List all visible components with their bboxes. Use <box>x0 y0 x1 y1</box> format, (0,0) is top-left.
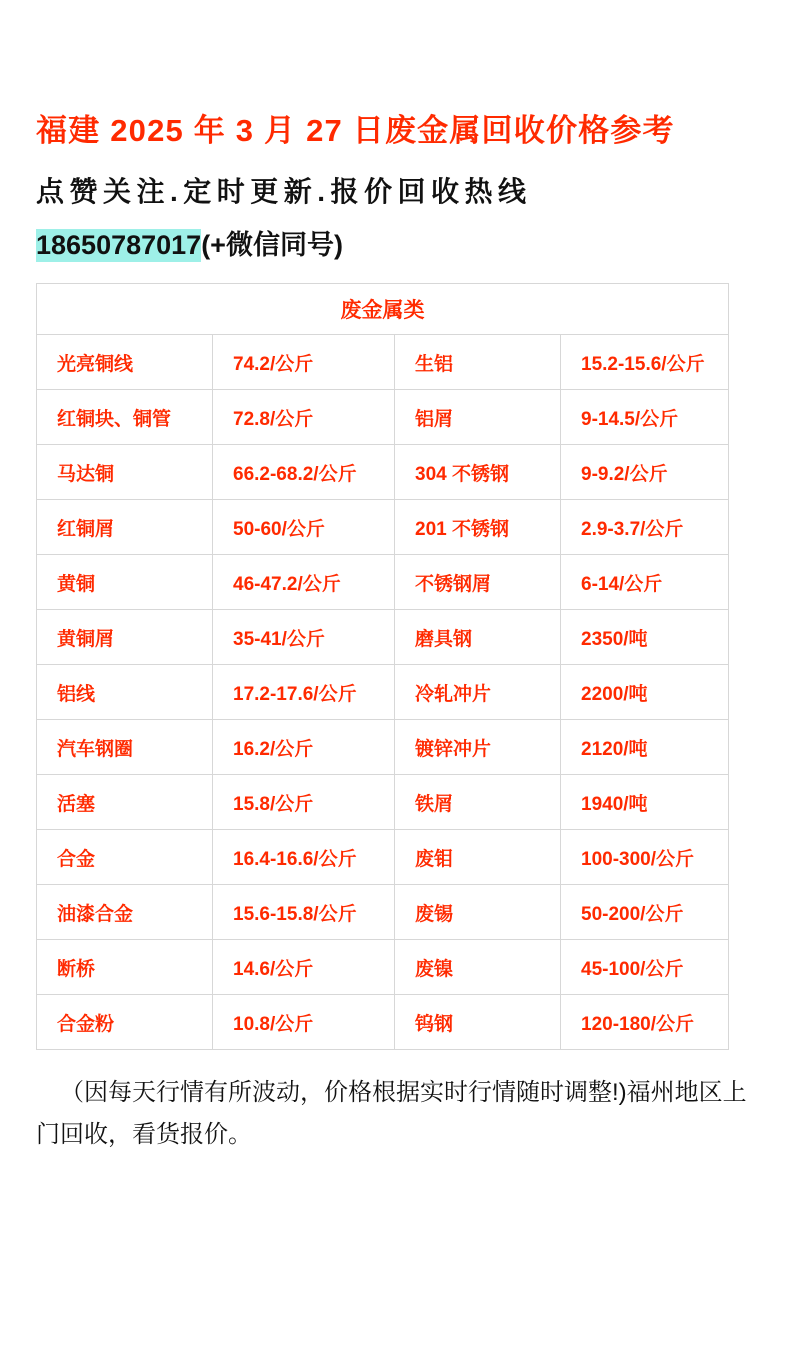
table-row <box>37 720 729 775</box>
page-title: 福建 2025 年 3 月 27 日废金属回收价格参考 <box>36 113 675 148</box>
table-row <box>37 665 729 720</box>
table-row <box>37 610 729 665</box>
material-price: 14.6/公斤 <box>213 940 395 995</box>
material-name: 断桥 <box>37 940 213 995</box>
material-price: 45-100/公斤 <box>561 940 729 995</box>
table-row <box>37 555 729 610</box>
material-name: 铝线 <box>37 665 213 720</box>
material-price: 46-47.2/公斤 <box>213 555 395 610</box>
material-price: 10.8/公斤 <box>213 995 395 1050</box>
material-price: 6-14/公斤 <box>561 555 729 610</box>
material-name: 废钼 <box>395 830 561 885</box>
phone-suffix: (+微信同号) <box>201 229 343 260</box>
material-name: 废锡 <box>395 885 561 940</box>
material-name: 铝屑 <box>395 390 561 445</box>
table-row <box>37 830 729 885</box>
material-price: 9-9.2/公斤 <box>561 445 729 500</box>
material-name: 红铜屑 <box>37 500 213 555</box>
material-name: 红铜块、铜管 <box>37 390 213 445</box>
material-name: 废镍 <box>395 940 561 995</box>
material-price: 66.2-68.2/公斤 <box>213 445 395 500</box>
table-row <box>37 885 729 940</box>
material-name: 铁屑 <box>395 775 561 830</box>
material-price: 120-180/公斤 <box>561 995 729 1050</box>
material-price: 2120/吨 <box>561 720 729 775</box>
table-row <box>37 995 729 1050</box>
material-name: 钨钢 <box>395 995 561 1050</box>
table-row <box>37 335 729 390</box>
material-price: 72.8/公斤 <box>213 390 395 445</box>
material-price: 50-200/公斤 <box>561 885 729 940</box>
material-price: 15.6-15.8/公斤 <box>213 885 395 940</box>
material-price: 2350/吨 <box>561 610 729 665</box>
material-price: 17.2-17.6/公斤 <box>213 665 395 720</box>
material-name: 生铝 <box>395 335 561 390</box>
material-price: 2200/吨 <box>561 665 729 720</box>
footer-note: （因每天行情有所波动，价格根据实时行情随时调整!)福州地区上门回收，看货报价。 <box>36 1079 747 1149</box>
material-name: 活塞 <box>37 775 213 830</box>
material-price: 1940/吨 <box>561 775 729 830</box>
contact-phone-line <box>36 209 764 261</box>
table-row <box>37 775 729 830</box>
material-name: 马达铜 <box>37 445 213 500</box>
material-name: 光亮铜线 <box>37 335 213 390</box>
material-name: 冷轧冲片 <box>395 665 561 720</box>
phone-number: 18650787017 <box>36 229 202 260</box>
material-price: 2.9-3.7/公斤 <box>561 500 729 555</box>
material-price: 16.2/公斤 <box>213 720 395 775</box>
table-row <box>37 445 729 500</box>
page-subtitle: 点赞关注.定时更新.报价回收热线 <box>36 176 532 208</box>
material-name: 镀锌冲片 <box>395 720 561 775</box>
table-header-row <box>37 284 729 335</box>
material-price: 15.8/公斤 <box>213 775 395 830</box>
table-row <box>37 940 729 995</box>
table-row <box>37 390 729 445</box>
material-name: 合金 <box>37 830 213 885</box>
material-name: 黄铜屑 <box>37 610 213 665</box>
material-name: 油漆合金 <box>37 885 213 940</box>
material-price: 100-300/公斤 <box>561 830 729 885</box>
material-name: 304 不锈钢 <box>395 445 561 500</box>
table-header-label: 废金属类 <box>37 284 729 335</box>
material-price: 9-14.5/公斤 <box>561 390 729 445</box>
material-price: 16.4-16.6/公斤 <box>213 830 395 885</box>
material-price: 50-60/公斤 <box>213 500 395 555</box>
price-table <box>36 283 729 1050</box>
material-name: 黄铜 <box>37 555 213 610</box>
material-name: 合金粉 <box>37 995 213 1050</box>
material-name: 不锈钢屑 <box>395 555 561 610</box>
material-name: 汽车钢圈 <box>37 720 213 775</box>
material-name: 磨具钢 <box>395 610 561 665</box>
material-name: 201 不锈钢 <box>395 500 561 555</box>
material-price: 74.2/公斤 <box>213 335 395 390</box>
material-price: 35-41/公斤 <box>213 610 395 665</box>
table-row <box>37 500 729 555</box>
material-price: 15.2-15.6/公斤 <box>561 335 729 390</box>
